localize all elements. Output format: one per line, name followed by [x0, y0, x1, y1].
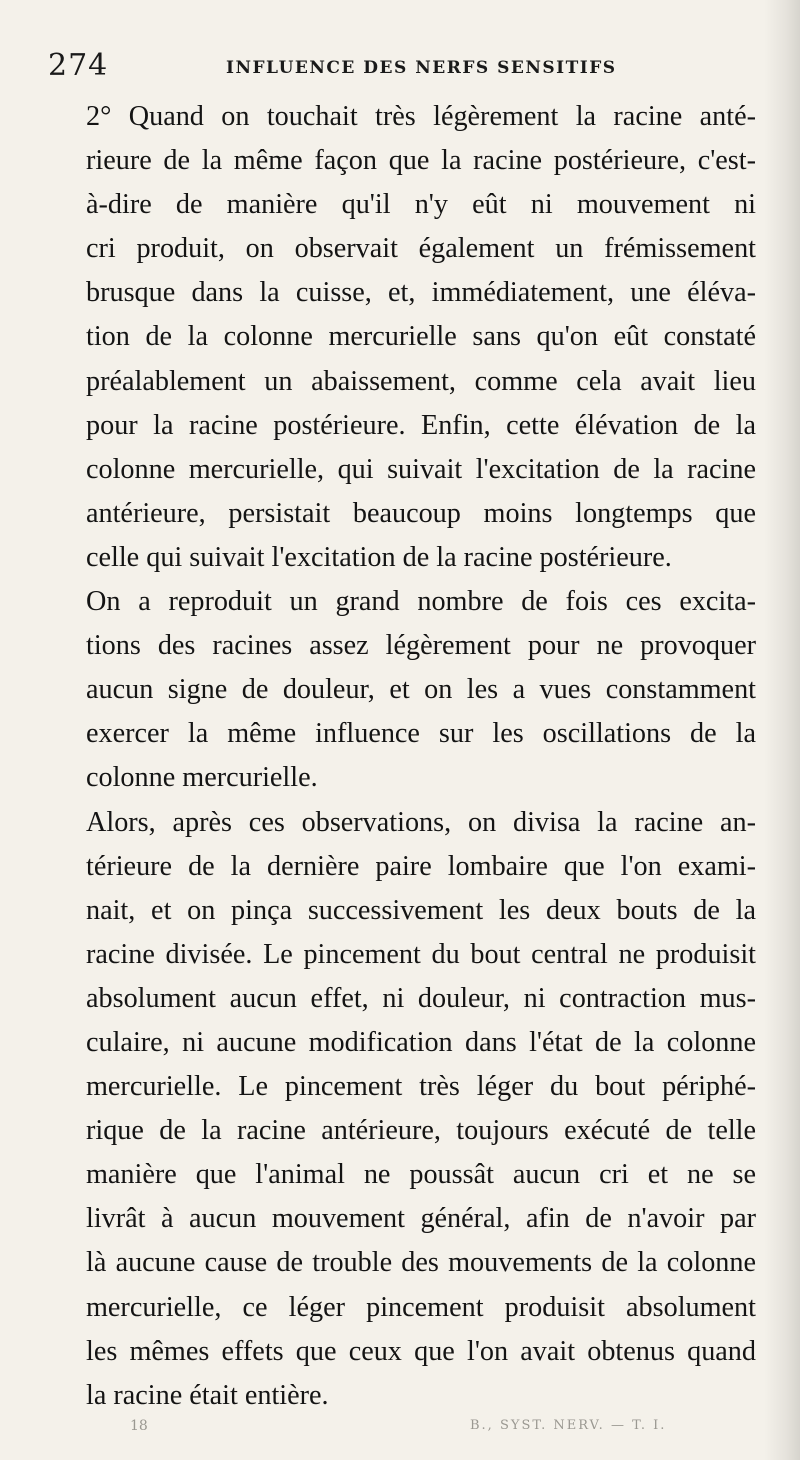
text-line: à-dire de manière qu'il n'y eût ni mouvement ni: [86, 189, 756, 221]
text-line: colonne mercurielle, qui suivait l'excitation de la racine: [86, 453, 756, 485]
text-line: tion de la colonne mercurielle sans qu'on eût constaté: [86, 321, 756, 353]
text-line: culaire, ni aucune modification dans l'état de la colonne: [86, 1026, 756, 1058]
page-number: 274: [48, 48, 109, 83]
text-line: préalablement un abaissement, comme cela avait lieu: [86, 365, 756, 397]
text-line: colonne mercurielle.: [86, 762, 318, 794]
body-text: [48, 95, 756, 1418]
text-line: celle qui suivait l'excitation de la racine postérieure.: [86, 541, 672, 573]
text-line: manière que l'animal ne poussât aucun cri et ne se: [86, 1159, 756, 1191]
text-line: rique de la racine antérieure, toujours exécuté de telle: [86, 1115, 756, 1147]
text-line: 2° Quand on touchait très légèrement la racine anté-: [86, 101, 756, 132]
text-line: cri produit, on observait également un frémissement: [86, 233, 756, 265]
footer-imprint: B., SYST. NERV. — T. I.: [470, 1418, 667, 1433]
text-line: nait, et on pinça successivement les deux bouts de la: [86, 894, 756, 926]
text-line: mercurielle. Le pincement très léger du bout périphé-: [86, 1071, 756, 1103]
running-head: INFLUENCE DES NERFS SENSITIFS: [226, 58, 617, 78]
text-line: aucun signe de douleur, et on les a vues constamment: [86, 674, 756, 706]
text-line: rieure de la même façon que la racine postérieure, c'est-: [86, 145, 756, 177]
page-edge-shadow: [764, 0, 800, 1460]
text-line: On a reproduit un grand nombre de fois ces excita-: [86, 586, 756, 618]
text-line: exercer la même influence sur les oscillations de la: [86, 718, 756, 750]
paragraph-2: [48, 580, 756, 800]
text-line: antérieure, persistait beaucoup moins longtemps que: [86, 497, 756, 529]
paragraph-1: [48, 95, 756, 580]
text-line: racine divisée. Le pincement du bout central ne produisit: [86, 938, 756, 970]
text-line: brusque dans la cuisse, et, immédiatement, une éléva-: [86, 277, 756, 309]
text-line: les mêmes effets que ceux que l'on avait obtenus quand: [86, 1335, 756, 1367]
text-line: là aucune cause de trouble des mouvements de la colonne: [86, 1247, 756, 1279]
text-line: térieure de la dernière paire lombaire que l'on exami-: [86, 850, 756, 882]
page-header: [48, 46, 760, 86]
paragraph-3: [48, 801, 756, 1418]
text-line: la racine était entière.: [86, 1379, 329, 1411]
text-line: livrât à aucun mouvement général, afin de n'avoir par: [86, 1203, 756, 1235]
signature-mark: 18: [130, 1418, 148, 1434]
text-line: pour la racine postérieure. Enfin, cette élévation de la: [86, 409, 756, 441]
text-line: Alors, après ces observations, on divisa la racine an-: [86, 806, 756, 838]
text-line: tions des racines assez légèrement pour ne provoquer: [86, 630, 756, 662]
text-line: absolument aucun effet, ni douleur, ni contraction mus-: [86, 982, 756, 1014]
text-line: mercurielle, ce léger pincement produisit absolument: [86, 1291, 756, 1323]
